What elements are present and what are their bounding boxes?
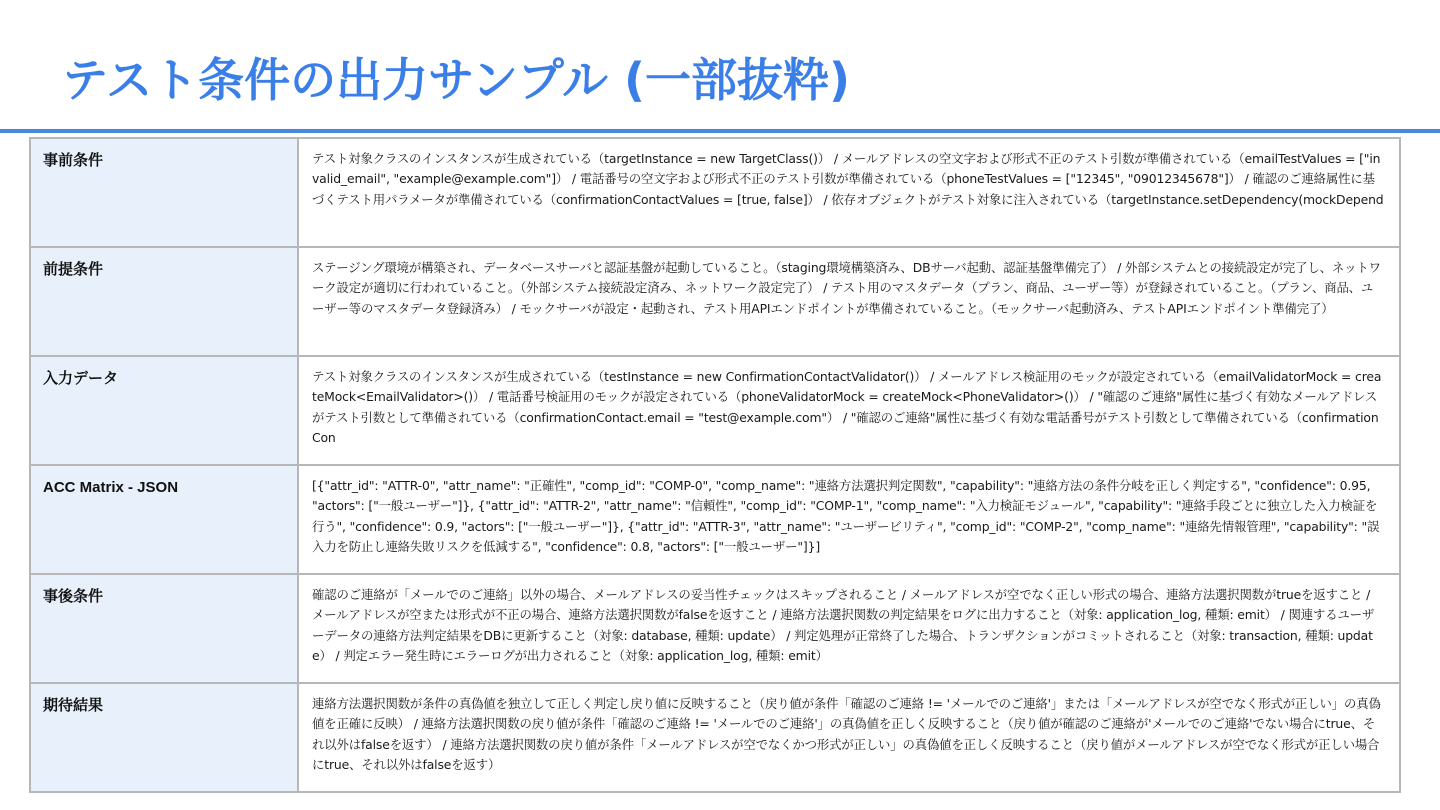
row-label: 事前条件	[30, 138, 298, 247]
row-value: テスト対象クラスのインスタンスが生成されている（targetInstance = new TargetClass()） / メールアドレスの空文字および形式不正のテスト引数が準備されている（emailTestValues = ["invalid_email", "example@example.com"]） / 電話番号の空文字および形式不正のテスト引数が準備されている（phoneTestValues = ["12345", "09012345678"]） / 確認のご連絡属性に基づくテスト用パラメータが準備されている（confirmationContactValues = [true, false]） / 依存オブジェクトがテスト対象に注入されている（targetInstance.setDependency(mockDepend	[298, 138, 1400, 247]
row-value: [{"attr_id": "ATTR-0", "attr_name": "正確性", "comp_id": "COMP-0", "comp_name": "連絡方法選択判定関数", "capability": "連絡方法の条件分岐を正しく判定する", "confidence": 0.95, "actors": ["一般ユーザー"]}, {"attr_id": "ATTR-2", "attr_name": "信頼性", "comp_id": "COMP-1", "comp_name": "入力検証モジュール", "capability": "連絡手段ごとに独立した入力検証を行う", "confidence": 0.9, "actors": ["一般ユーザー"]}, {"attr_id": "ATTR-3", "attr_name": "ユーザービリティ", "comp_id": "COMP-2", "comp_name": "連絡先情報管理", "capability": "誤入力を防止し連絡失敗リスクを低減する", "confidence": 0.8, "actors": ["一般ユーザー"]}]	[298, 465, 1400, 574]
row-label: 期待結果	[30, 683, 298, 792]
table-row-postcondition	[30, 574, 1400, 683]
row-label: 入力データ	[30, 356, 298, 465]
row-label: ACC Matrix - JSON	[30, 465, 298, 574]
table-row-input-data	[30, 356, 1400, 465]
slide-title: テスト条件の出力サンプル (一部抜粋)	[62, 53, 851, 107]
table-row-precondition	[30, 138, 1400, 247]
table-row-acc-matrix	[30, 465, 1400, 574]
row-value: 連絡方法選択関数が条件の真偽値を独立して正しく判定し戻り値に反映すること（戻り値が条件「確認のご連絡 != 'メールでのご連絡'」または「メールアドレスが空でなく形式が正しい」の真偽値を正確に反映） / 連絡方法選択関数の戻り値が条件「確認のご連絡 != 'メールでのご連絡'」の真偽値を正しく反映すること（戻り値が確認のご連絡が'メールでのご連絡'でない場合にtrue、それ以外はfalseを返す） / 連絡方法選択関数の戻り値が条件「メールアドレスが空でなくかつ形式が正しい」の真偽値を正しく反映すること（戻り値がメールアドレスが空でなく形式が正しい場合にtrue、それ以外はfalseを返す）	[298, 683, 1400, 792]
title-underline	[0, 129, 1440, 133]
row-value: テスト対象クラスのインスタンスが生成されている（testInstance = new ConfirmationContactValidator()） / メールアドレス検証用のモックが設定されている（emailValidatorMock = createMock<EmailValidator>()） / 電話番号検証用のモックが設定されている（phoneValidatorMock = createMock<PhoneValidator>()） / "確認のご連絡"属性に基づく有効なメールアドレスがテスト引数として準備されている（confirmationContact.email = "test@example.com"） / "確認のご連絡"属性に基づく有効な電話番号がテスト引数として準備されている（confirmationCon	[298, 356, 1400, 465]
row-label: 前提条件	[30, 247, 298, 356]
row-value: 確認のご連絡が「メールでのご連絡」以外の場合、メールアドレスの妥当性チェックはスキップされること / メールアドレスが空でなく正しい形式の場合、連絡方法選択関数がtrueを返すこと / メールアドレスが空または形式が不正の場合、連絡方法選択関数がfalseを返すこと / 連絡方法選択関数の判定結果をログに出力すること（対象: application_log, 種類: emit） / 関連するユーザーデータの連絡方法判定結果をDBに更新すること（対象: database, 種類: update） / 判定処理が正常終了した場合、トランザクションがコミットされること（対象: transaction, 種類: update） / 判定エラー発生時にエラーログが出力されること（対象: application_log, 種類: emit）	[298, 574, 1400, 683]
row-label: 事後条件	[30, 574, 298, 683]
table-row-prerequisite	[30, 247, 1400, 356]
row-value: ステージング環境が構築され、データベースサーバと認証基盤が起動していること。（staging環境構築済み、DBサーバ起動、認証基盤準備完了） / 外部システムとの接続設定が完了し、ネットワーク設定が適切に行われていること。（外部システム接続設定済み、ネットワーク設定完了） / テスト用のマスタデータ（プラン、商品、ユーザー等）が登録されていること。（プラン、商品、ユーザー等のマスタデータ登録済み） / モックサーバが設定・起動され、テスト用APIエンドポイントが準備されていること。（モックサーバ起動済み、テストAPIエンドポイント準備完了）	[298, 247, 1400, 356]
test-conditions-table	[29, 137, 1401, 793]
table-row-expected-result	[30, 683, 1400, 792]
